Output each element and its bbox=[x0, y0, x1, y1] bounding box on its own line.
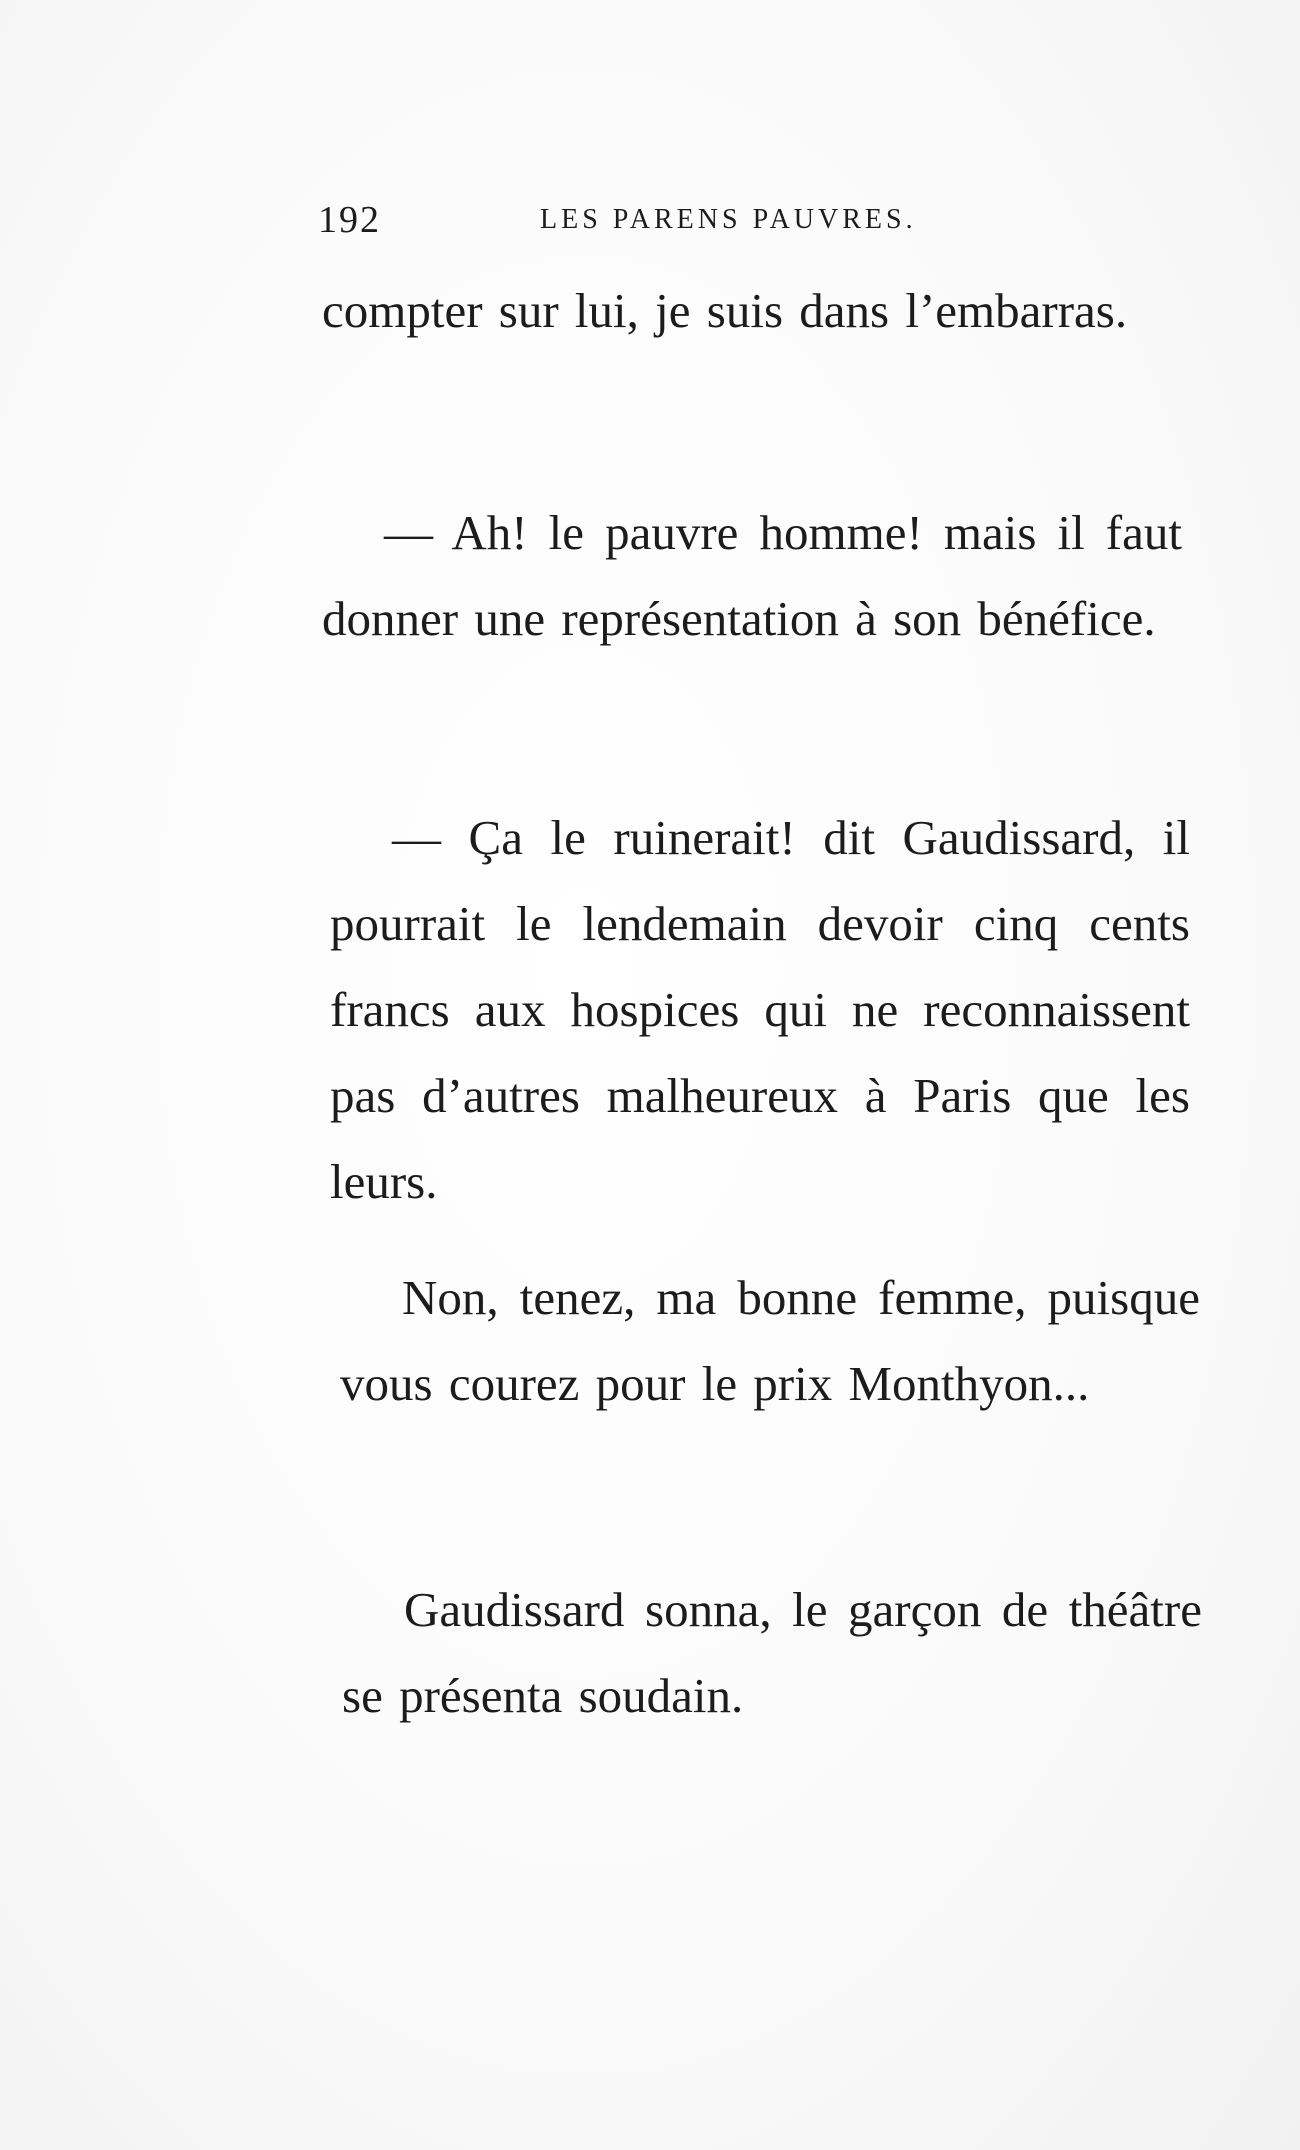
running-title: LES PARENS PAUVRES. bbox=[540, 204, 917, 235]
paragraph-narration: Gaudissard sonna, le garçon de théâtre se présenta soudain. bbox=[342, 1582, 1202, 1723]
page-number: 192 bbox=[318, 199, 381, 241]
paragraph-dialogue-3: Non, tenez, ma bonne femme, puisque vous courez pour le prix Monthyon... bbox=[340, 1270, 1200, 1411]
paragraph-dialogue-2: — Ça le ruinerait! dit Gaudissard, il pourrait le lendemain devoir cinq cents francs aux hospices qui ne reconnaissent pas d’autres malheureux à Paris que les leurs. bbox=[330, 810, 1190, 1209]
paragraph-continuation: compter sur lui, je suis dans l’embarras. bbox=[322, 283, 1128, 338]
paragraph-dialogue-1: — Ah! le pauvre homme! mais il faut donner une représentation à son bénéfice. bbox=[322, 505, 1182, 646]
running-head bbox=[318, 198, 1188, 248]
